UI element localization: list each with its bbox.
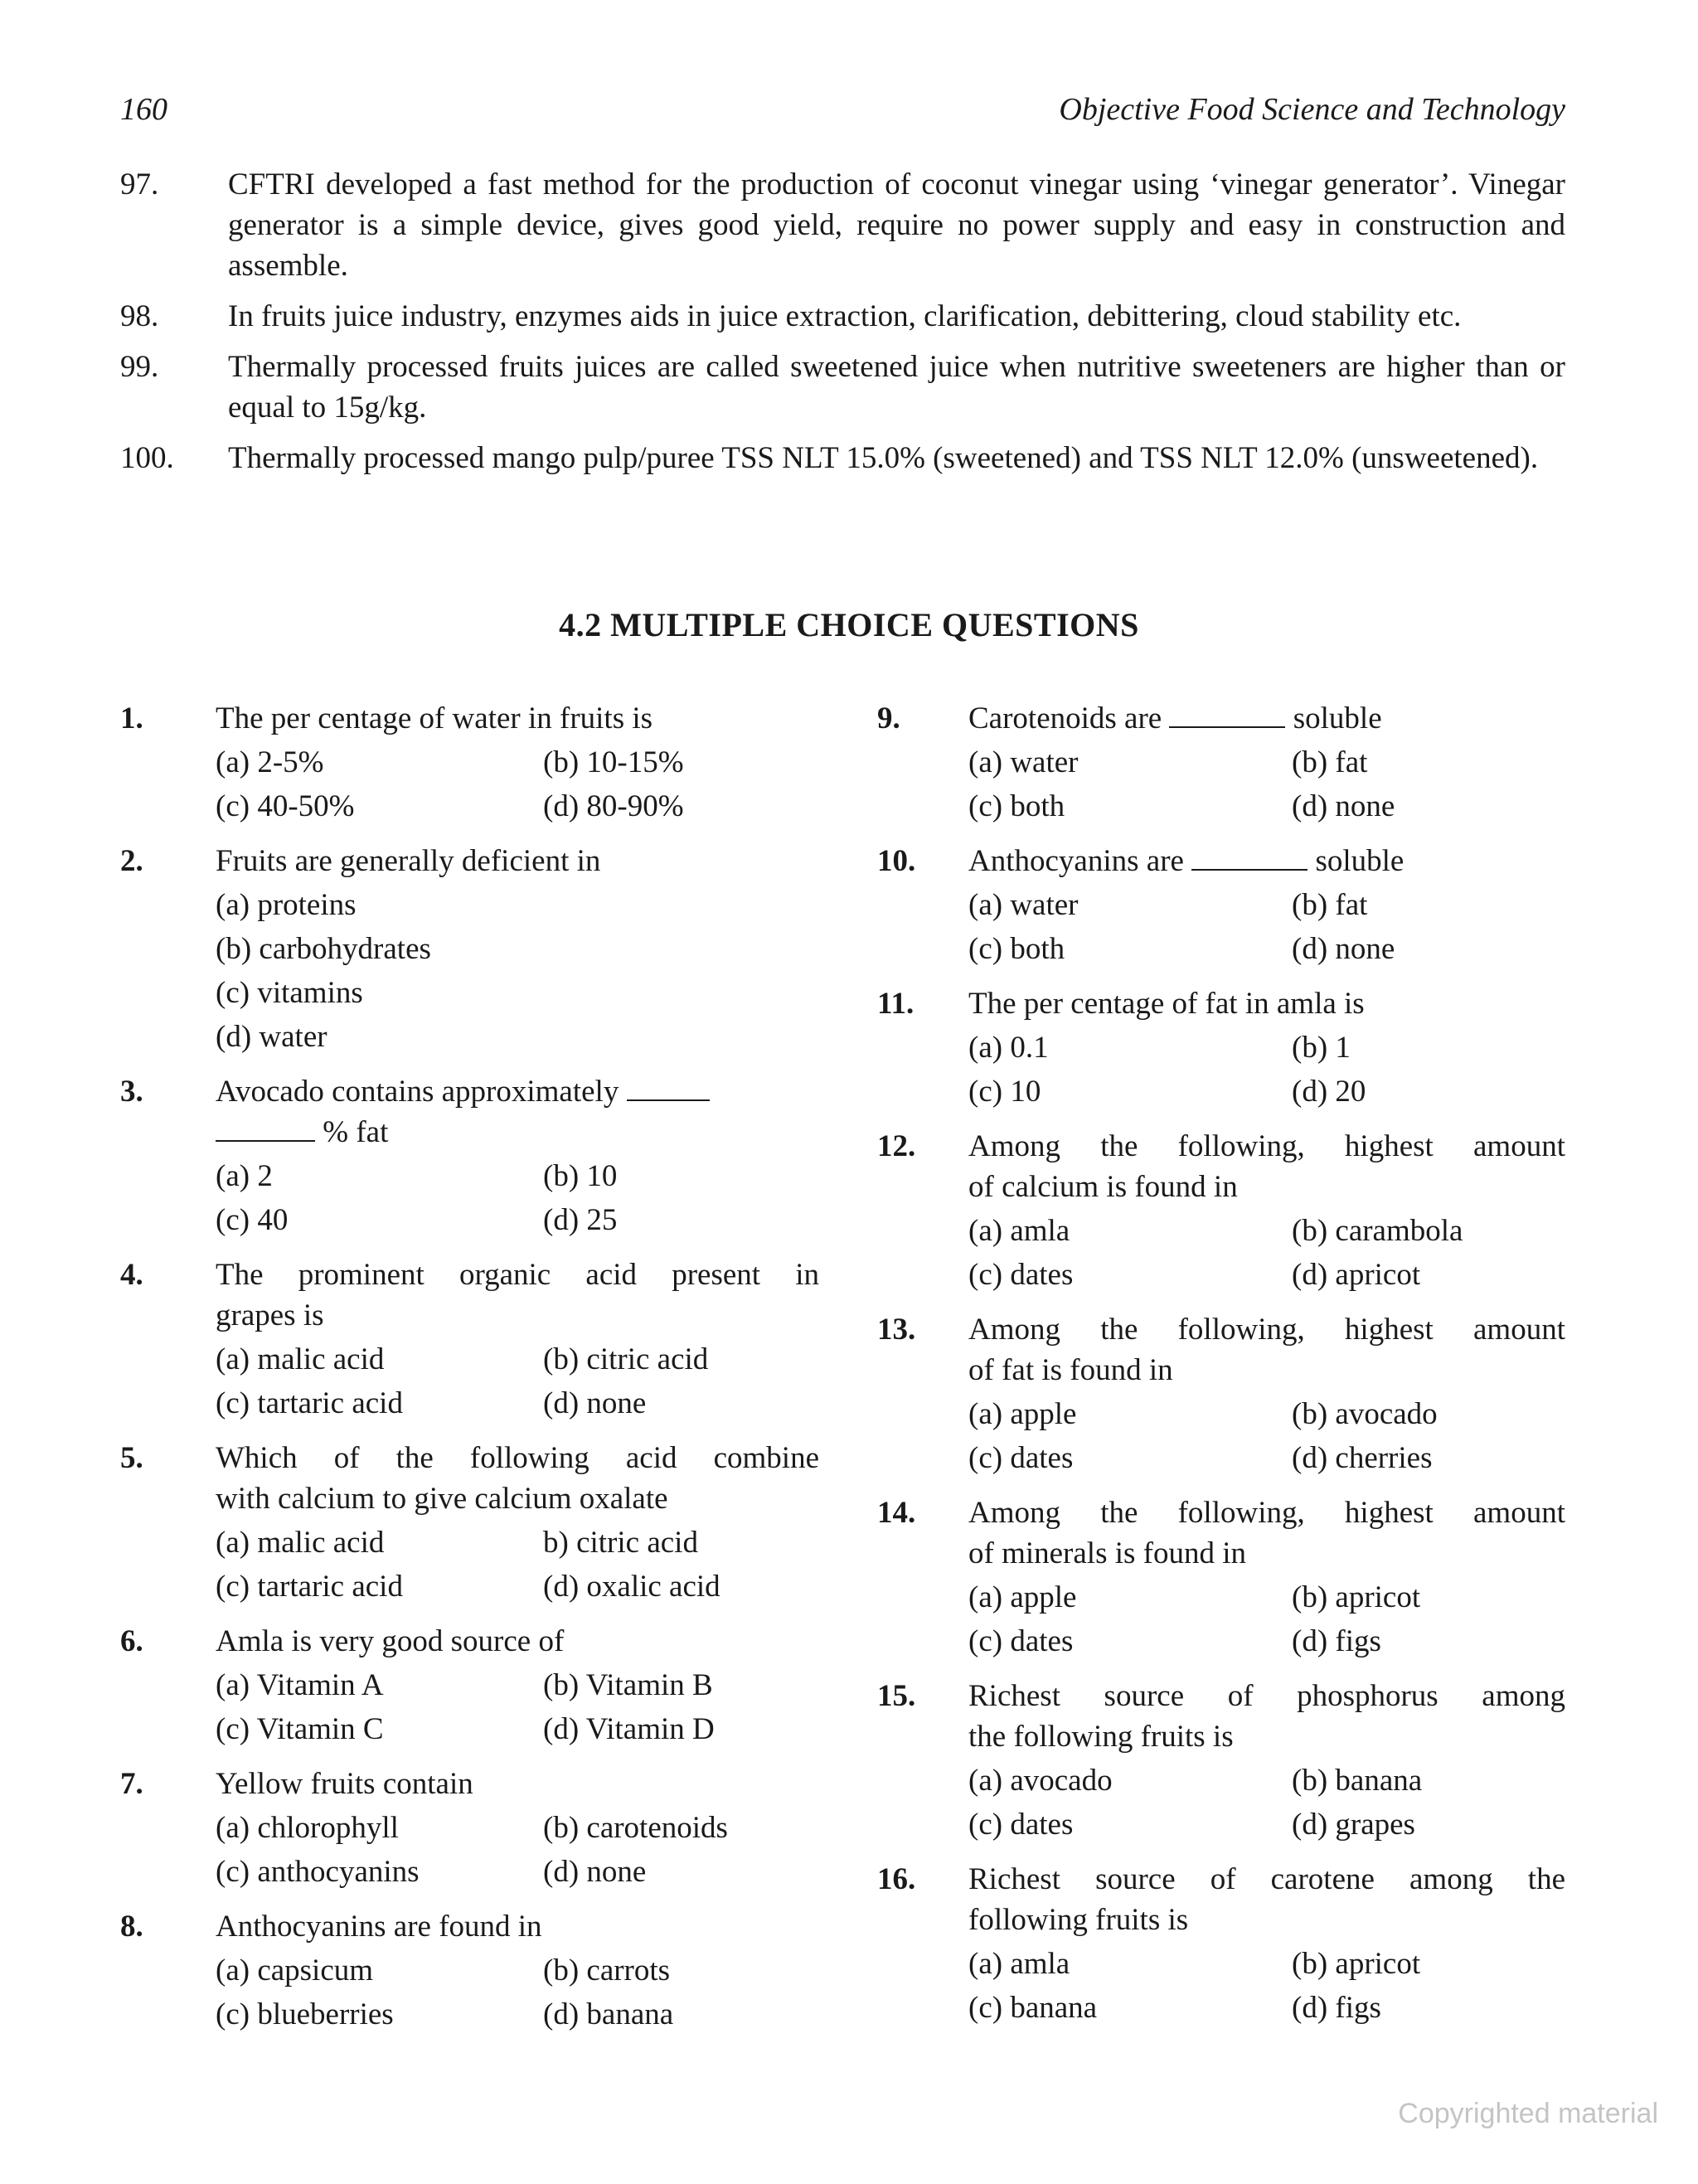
option-a: (a) apple	[968, 1397, 1077, 1431]
option-b: (b) carambola	[1292, 1214, 1463, 1248]
option-a: (a) apple	[968, 1580, 1077, 1614]
option-d: (d) 80-90%	[543, 789, 684, 823]
option-a: (a) water	[968, 745, 1079, 779]
option-a: (a) Vitamin A	[216, 1668, 384, 1702]
question-11	[877, 983, 1565, 1112]
option-d: (d) none	[543, 1386, 647, 1420]
fact-text: CFTRI developed a fast method for the production of coconut vinegar using ‘vinegar generator’. Vinegar generator is a simple device, gives good yield, require no power supply and easy in construction and assemble.	[228, 167, 1565, 283]
question-number: 12.	[877, 1129, 916, 1163]
question-8	[120, 1906, 819, 2035]
question-number: 1.	[120, 701, 143, 735]
options	[216, 1665, 819, 1750]
option-b: (b) avocado	[1292, 1397, 1438, 1431]
question-number: 2.	[120, 844, 143, 878]
question-text: Amla is very good source of	[216, 1624, 565, 1658]
question-number: 10.	[877, 844, 916, 878]
option-b: (b) carotenoids	[543, 1811, 728, 1845]
questions-left-column	[120, 698, 819, 2049]
question-text: Fruits are generally deficient in	[216, 844, 601, 878]
question-14	[877, 1492, 1565, 1662]
options	[968, 1944, 1565, 2028]
option-d: (d) water	[216, 1020, 327, 1054]
question-text-line: following fruits is	[968, 1903, 1189, 1937]
option-b: (b) apricot	[1292, 1580, 1421, 1614]
fact-text: In fruits juice industry, enzymes aids in juice extraction, clarification, debittering, cloud stability etc.	[228, 299, 1462, 333]
options	[968, 1394, 1565, 1478]
question-number: 7.	[120, 1767, 143, 1801]
question-text: The per centage of fat in amla is	[968, 987, 1365, 1021]
question-text: Yellow fruits contain	[216, 1767, 473, 1801]
fact-text: Thermally processed mango pulp/puree TSS NLT 15.0% (sweetened) and TSS NLT 12.0% (unsweetened).	[228, 441, 1539, 475]
options	[968, 1211, 1565, 1295]
fact-number: 97.	[120, 167, 159, 201]
question-text-line: of minerals is found in	[968, 1536, 1247, 1570]
options	[216, 1808, 819, 1892]
option-d: (d) none	[543, 1855, 647, 1889]
question-text-line: Richest source of phosphorus among	[968, 1679, 1565, 1713]
option-b: (b) carbohydrates	[216, 932, 431, 966]
options	[216, 742, 819, 827]
question-text-line: grapes is	[216, 1298, 324, 1332]
option-c: (c) anthocyanins	[216, 1855, 420, 1889]
fact-item	[120, 347, 1565, 428]
fact-item	[120, 438, 1565, 478]
options	[216, 1950, 819, 2035]
option-a: (a) 0.1	[968, 1031, 1049, 1065]
question-number: 4.	[120, 1258, 143, 1292]
question-number: 14.	[877, 1496, 916, 1530]
option-b: (b) 10-15%	[543, 745, 684, 779]
fact-number: 98.	[120, 299, 159, 333]
option-a: (a) malic acid	[216, 1342, 385, 1376]
question-text-line: The prominent organic acid present in	[216, 1258, 819, 1292]
fact-item	[120, 296, 1565, 337]
option-a: (a) amla	[968, 1947, 1070, 1981]
option-d: (d) none	[1292, 789, 1395, 823]
answer-blank	[627, 1075, 710, 1101]
question-15	[877, 1676, 1565, 1845]
options	[968, 742, 1565, 827]
option-d: (d) figs	[1292, 1624, 1381, 1658]
question-number: 9.	[877, 701, 900, 735]
option-c: (c) dates	[968, 1258, 1074, 1292]
question-number: 15.	[877, 1679, 916, 1713]
option-d: (d) 25	[543, 1203, 618, 1237]
question-text-line: Among the following, highest amount	[968, 1313, 1565, 1347]
question-text-line: Richest source of carotene among the	[968, 1862, 1565, 1896]
question-text-line: of calcium is found in	[968, 1170, 1238, 1204]
option-b: (b) Vitamin B	[543, 1668, 713, 1702]
question-7	[120, 1764, 819, 1892]
question-number: 6.	[120, 1624, 143, 1658]
question-text	[968, 1676, 1565, 1716]
option-c: (c) tartaric acid	[216, 1386, 403, 1420]
option-c: (c) both	[968, 932, 1065, 966]
question-number: 5.	[120, 1441, 143, 1475]
option-c: (c) dates	[968, 1808, 1074, 1842]
question-text-after: % fat	[323, 1115, 389, 1149]
option-c: (c) blueberries	[216, 1997, 394, 2031]
option-a: (a) 2	[216, 1159, 273, 1193]
question-text-line: Among the following, highest amount	[968, 1129, 1565, 1163]
question-number: 8.	[120, 1910, 143, 1944]
question-10	[877, 841, 1565, 969]
answer-blank	[1169, 701, 1285, 728]
question-text	[968, 841, 1565, 881]
question-2	[120, 841, 819, 1057]
question-number: 16.	[877, 1862, 916, 1896]
question-1	[120, 698, 819, 827]
option-a: (a) water	[968, 888, 1079, 922]
page-number: 160	[120, 92, 167, 127]
question-text-before: Carotenoids are	[968, 701, 1162, 735]
option-a: (a) malic acid	[216, 1526, 385, 1560]
question-6	[120, 1621, 819, 1750]
option-d: (d) banana	[543, 1997, 674, 2031]
options	[216, 1156, 819, 1240]
option-c: (c) both	[968, 789, 1065, 823]
question-text	[216, 1255, 819, 1295]
question-text	[968, 1309, 1565, 1350]
option-d: (d) figs	[1292, 1991, 1381, 2025]
copyright-watermark: Copyrighted material	[1398, 2098, 1658, 2129]
option-d: (d) 20	[1292, 1075, 1366, 1109]
option-c: (c) banana	[968, 1991, 1098, 2025]
option-a: (a) 2-5%	[216, 745, 324, 779]
book-title: Objective Food Science and Technology	[1059, 92, 1565, 127]
options	[216, 1522, 819, 1607]
options	[968, 1760, 1565, 1845]
option-b: (b) citric acid	[543, 1342, 709, 1376]
question-text-after: soluble	[1293, 701, 1382, 735]
question-text-after: soluble	[1315, 844, 1404, 878]
question-number: 13.	[877, 1313, 916, 1347]
option-d: (d) none	[1292, 932, 1395, 966]
answer-blank	[1191, 844, 1307, 871]
question-text	[968, 1859, 1565, 1900]
question-text-line: Among the following, highest amount	[968, 1496, 1565, 1530]
option-b: (b) fat	[1292, 888, 1368, 922]
option-c: (c) 10	[968, 1075, 1041, 1109]
options	[968, 1577, 1565, 1662]
question-3	[120, 1071, 819, 1240]
option-a: (a) amla	[968, 1214, 1070, 1248]
answer-blank	[216, 1115, 315, 1142]
option-c: (c) Vitamin C	[216, 1712, 384, 1746]
option-d: (d) apricot	[1292, 1258, 1421, 1292]
question-13	[877, 1309, 1565, 1478]
question-16	[877, 1859, 1565, 2028]
option-b: (b) apricot	[1292, 1947, 1421, 1981]
facts-list	[120, 164, 1565, 488]
option-c: (c) vitamins	[216, 976, 363, 1010]
question-number: 3.	[120, 1075, 143, 1109]
option-c: (c) 40-50%	[216, 789, 355, 823]
option-c: (c) 40	[216, 1203, 289, 1237]
question-text	[968, 1492, 1565, 1533]
option-d: (d) Vitamin D	[543, 1712, 715, 1746]
option-c: (c) tartaric acid	[216, 1570, 403, 1604]
question-text	[216, 1071, 819, 1153]
options	[216, 1339, 819, 1424]
options	[216, 885, 819, 1057]
fact-number: 99.	[120, 350, 159, 384]
question-text-before: Avocado contains approximately	[216, 1075, 619, 1109]
question-text	[968, 1126, 1565, 1167]
question-text: Anthocyanins are found in	[216, 1910, 542, 1944]
question-text-line: with calcium to give calcium oxalate	[216, 1482, 668, 1516]
question-text-line: the following fruits is	[968, 1720, 1234, 1754]
option-c: (c) dates	[968, 1624, 1074, 1658]
question-4	[120, 1255, 819, 1424]
question-5	[120, 1438, 819, 1607]
option-a: (a) chlorophyll	[216, 1811, 399, 1845]
option-b: (b) carrots	[543, 1953, 671, 1987]
option-a: (a) capsicum	[216, 1953, 374, 1987]
option-b: (b) 10	[543, 1159, 618, 1193]
option-d: (d) oxalic acid	[543, 1570, 720, 1604]
question-9	[877, 698, 1565, 827]
question-text: The per centage of water in fruits is	[216, 701, 653, 735]
questions-right-column	[877, 698, 1565, 2042]
option-b: (b) 1	[1292, 1031, 1351, 1065]
option-b: (b) banana	[1292, 1764, 1423, 1798]
options	[968, 885, 1565, 969]
option-a: (a) proteins	[216, 888, 357, 922]
running-head	[120, 91, 1565, 133]
options	[968, 1027, 1565, 1112]
option-b: (b) fat	[1292, 745, 1368, 779]
option-d: (d) cherries	[1292, 1441, 1433, 1475]
option-a: (a) avocado	[968, 1764, 1113, 1798]
fact-item	[120, 164, 1565, 286]
question-text-line: of fat is found in	[968, 1353, 1173, 1387]
option-d: (d) grapes	[1292, 1808, 1415, 1842]
question-text-before: Anthocyanins are	[968, 844, 1184, 878]
fact-text: Thermally processed fruits juices are called sweetened juice when nutritive sweeteners are higher than or equal to 15g/kg.	[228, 350, 1565, 425]
question-text	[216, 1438, 819, 1478]
question-text-line: Which of the following acid combine	[216, 1441, 819, 1475]
question-number: 11.	[877, 987, 914, 1021]
section-title: 4.2 MULTIPLE CHOICE QUESTIONS	[559, 606, 1139, 643]
question-12	[877, 1126, 1565, 1295]
question-text	[968, 698, 1565, 739]
option-c: (c) dates	[968, 1441, 1074, 1475]
fact-number: 100.	[120, 441, 174, 475]
option-b: b) citric acid	[543, 1526, 698, 1560]
